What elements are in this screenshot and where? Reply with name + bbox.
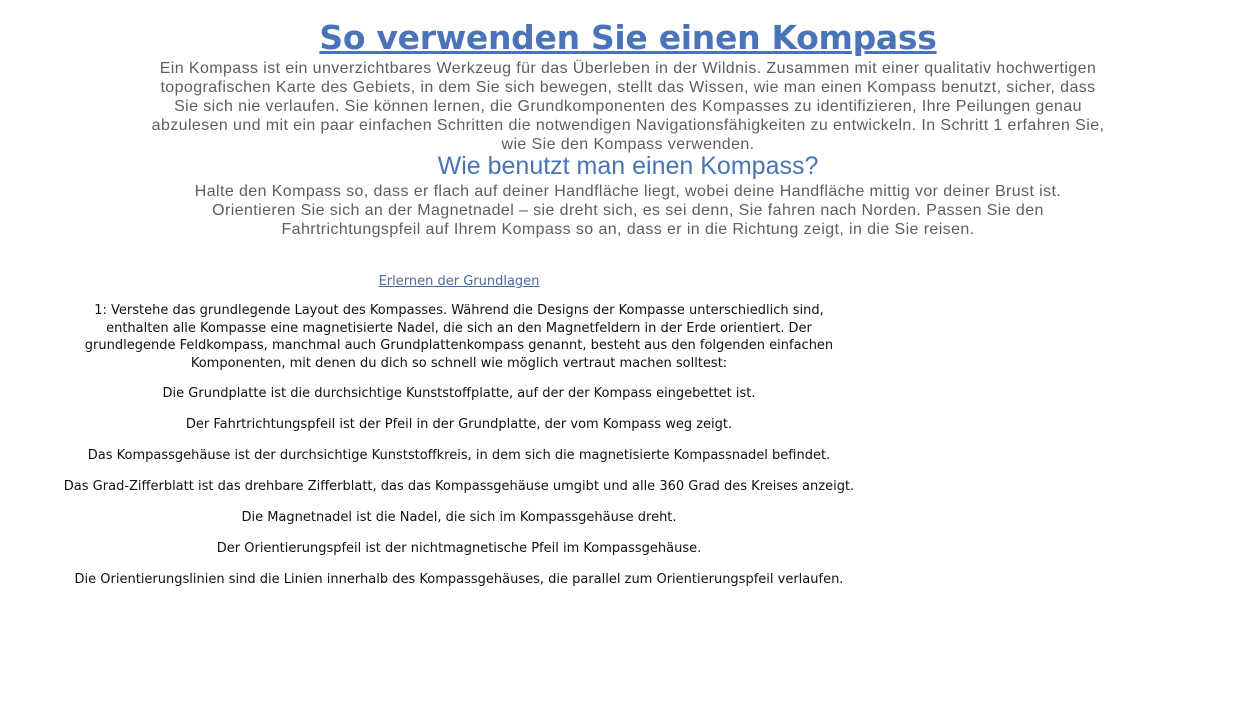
component-list xyxy=(40,385,878,602)
section-heading: Wie benutzt man einen Kompass? xyxy=(437,152,819,180)
list-item: Das Kompassgehäuse ist der durchsichtige Kunststoffkreis, in dem sich die magnetisierte Kompassnadel befindet. xyxy=(87,448,831,463)
howto-paragraph: Halte den Kompass so, dass er flach auf deiner Handfläche liegt, wobei deine Handfläche mittig vor deiner Brust ist. Orientieren Sie sich an der Magnetnadel – sie dreht sich, es sei denn, Sie fahren nach Norden. Passen Sie den Fahrtrichtungspfeil auf Ihrem Kompass so an, dass er in die Richtung zeigt, in die Sie reisen. xyxy=(194,183,1062,238)
list-item: Das Grad-Zifferblatt ist das drehbare Zifferblatt, das das Kompassgehäuse umgibt und alle 360 Grad des Kreises anzeigt. xyxy=(63,479,855,494)
basics-link[interactable]: Erlernen der Grundlagen xyxy=(378,274,540,289)
list-item: Die Grundplatte ist die durchsichtige Kunststoffplatte, auf der der Kompass eingebettet ist. xyxy=(162,386,756,401)
page-title: So verwenden Sie einen Kompass xyxy=(319,18,937,57)
intro-paragraph: Ein Kompass ist ein unverzichtbares Werkzeug für das Überleben in der Wildnis. Zusammen mit einer qualitativ hochwertigen topografischen Karte des Gebiets, in dem Sie sich bewegen, stellt das Wissen, wie man einen Kompass benutzt, sicher, dass Sie sich nie verlaufen. Sie können lernen, die Grundkomponenten des Kompasses zu identifizieren, Ihre Peilungen genau abzulesen und mit ein paar einfachen Schritten die notwendigen Navigationsfähigkeiten zu entwickeln. In Schritt 1 erfahren Sie, wie Sie den Kompass verwenden. xyxy=(151,60,1105,153)
step-1-paragraph: 1: Verstehe das grundlegende Layout des Kompasses. Während die Designs der Kompasse unterschiedlich sind, enthalten alle Kompasse eine magnetisierte Nadel, die sich an den Magnetfeldern in der Erde orientiert. Der grundlegende Feldkompass, manchmal auch Grundplattenkompass genannt, besteht aus den folgenden einfachen Komponenten, mit denen du dich so schnell wie möglich vertraut machen solltest: xyxy=(84,303,834,371)
list-item: Die Magnetnadel ist die Nadel, die sich im Kompassgehäuse dreht. xyxy=(241,510,677,525)
list-item: Der Fahrtrichtungspfeil ist der Pfeil in der Grundplatte, der vom Kompass weg zeigt. xyxy=(185,417,733,432)
list-item: Die Orientierungslinien sind die Linien innerhalb des Kompassgehäuses, die parallel zum Orientierungspfeil verlaufen. xyxy=(74,572,844,587)
list-item: Der Orientierungspfeil ist der nichtmagnetische Pfeil im Kompassgehäuse. xyxy=(216,541,702,556)
